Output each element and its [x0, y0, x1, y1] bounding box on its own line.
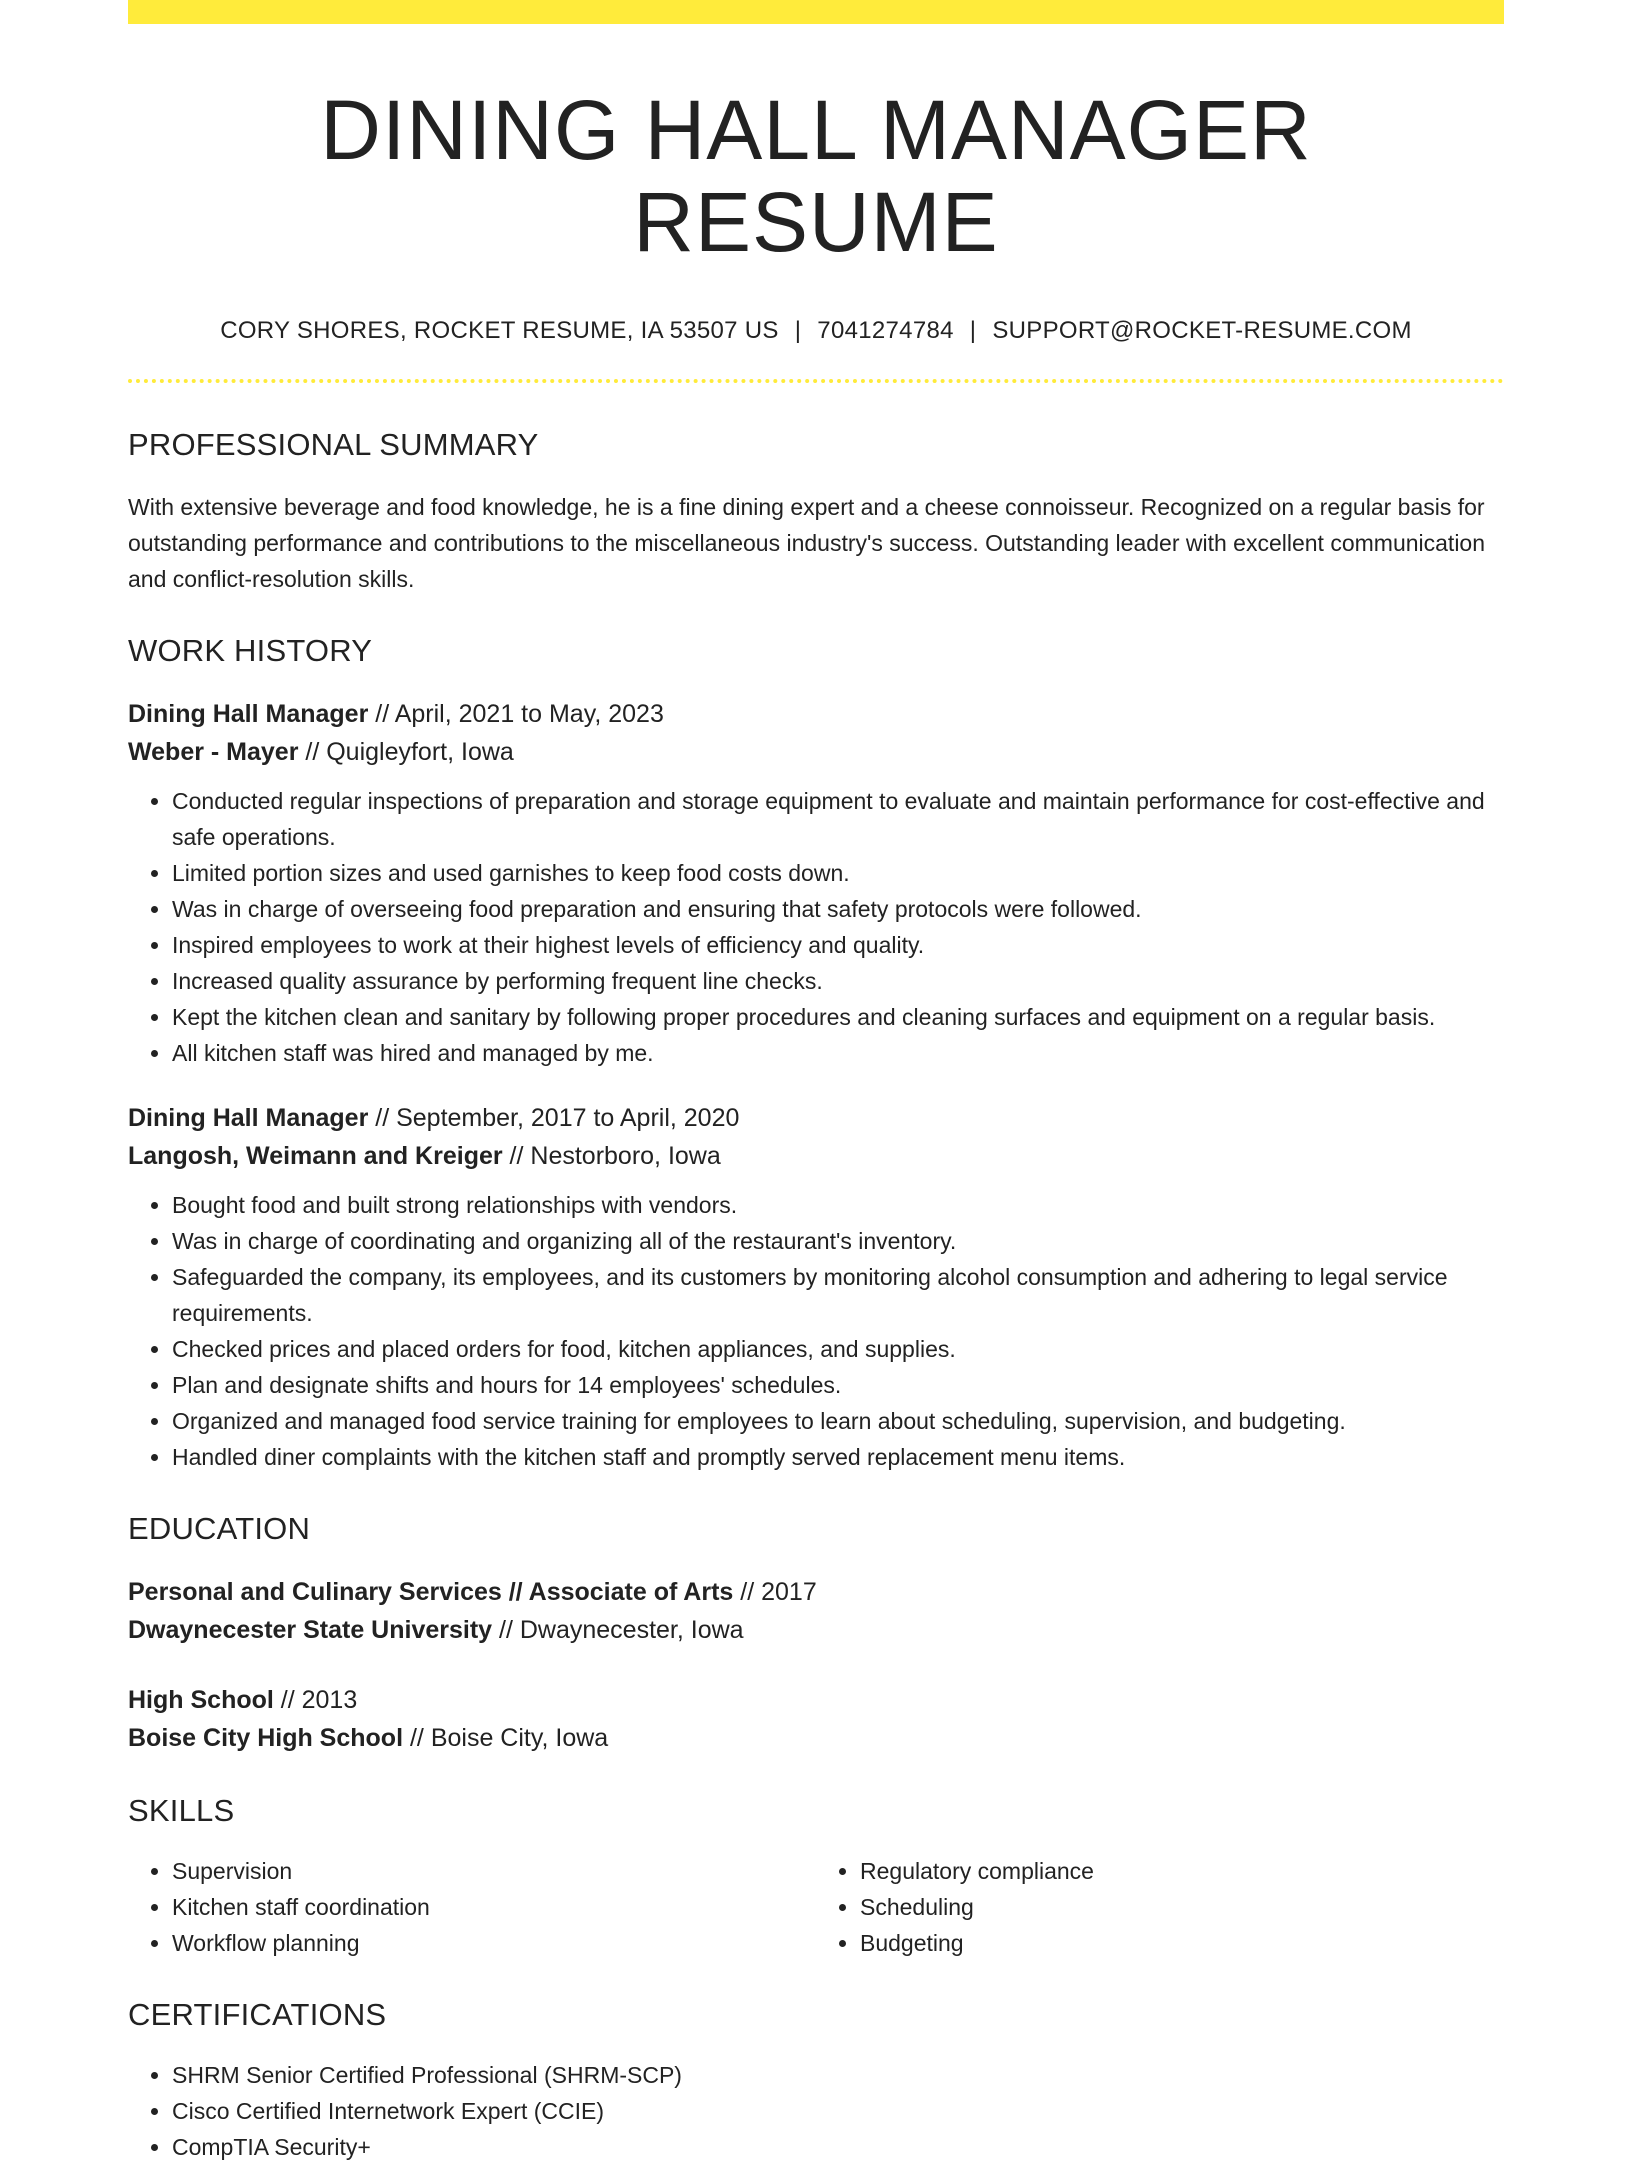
- list-item: • Limited portion sizes and used garnishes to keep food costs down.: [172, 855, 1504, 891]
- education-heading: EDUCATION: [128, 1510, 311, 1546]
- education-year: // 2013: [273, 1685, 358, 1714]
- job-company: Langosh, Weimann and Kreiger: [128, 1141, 503, 1170]
- skills-section: [128, 1793, 1504, 1961]
- list-item: • SHRM Senior Certified Professional (SHRM-SCP): [172, 2057, 1504, 2093]
- job-title: Dining Hall Manager: [128, 699, 369, 728]
- list-item: • Kept the kitchen clean and sanitary by following proper procedures and cleaning surfaces and equipment on a regular basis.: [172, 999, 1504, 1035]
- education-location: // Boise City, Iowa: [403, 1723, 609, 1752]
- contact-email: SUPPORT@ROCKET-RESUME.COM: [992, 316, 1412, 344]
- resume-page: [128, 0, 1504, 2165]
- certifications-section: [128, 1997, 1504, 2165]
- skills-heading: SKILLS: [128, 1792, 235, 1828]
- accent-top-bar: [128, 0, 1504, 24]
- education-school: Boise City High School: [128, 1723, 404, 1752]
- dotted-divider: [128, 379, 1504, 383]
- list-item: • Cisco Certified Internetwork Expert (CCIE): [172, 2093, 1504, 2129]
- job-company: Weber - Mayer: [128, 737, 299, 766]
- skills-columns: [128, 1853, 1504, 1961]
- job-header: [128, 695, 1504, 771]
- job-bullets: [128, 783, 1504, 1071]
- education-header: [128, 1573, 1504, 1649]
- list-item: • Scheduling: [860, 1889, 1504, 1925]
- work-history-section: [128, 633, 1504, 1475]
- education-section: [128, 1511, 1504, 1757]
- education-header: [128, 1681, 1504, 1757]
- list-item: • Workflow planning: [172, 1925, 816, 1961]
- list-item: • Was in charge of coordinating and organizing all of the restaurant's inventory.: [172, 1223, 1504, 1259]
- job-location: // Quigleyfort, Iowa: [298, 737, 514, 766]
- certifications-heading: CERTIFICATIONS: [128, 1996, 387, 2032]
- list-item: • Organized and managed food service training for employees to learn about scheduling, supervision, and budgeting.: [172, 1403, 1504, 1439]
- list-item: • Inspired employees to work at their highest levels of efficiency and quality.: [172, 927, 1504, 963]
- job-dates: // April, 2021 to May, 2023: [368, 699, 664, 728]
- contact-separator: |: [969, 316, 977, 344]
- skills-left-list: [128, 1853, 816, 1961]
- education-location: // Dwaynecester, Iowa: [492, 1615, 744, 1644]
- skills-right-list: [816, 1853, 1504, 1961]
- job-location: // Nestorboro, Iowa: [502, 1141, 721, 1170]
- education-entry: [128, 1573, 1504, 1649]
- job-title: Dining Hall Manager: [128, 1103, 369, 1132]
- job-entry: [128, 695, 1504, 1071]
- list-item: • Conducted regular inspections of preparation and storage equipment to evaluate and maintain performance for cost-effective and safe operations.: [172, 783, 1504, 855]
- certifications-list: [128, 2057, 1504, 2165]
- list-item: • Bought food and built strong relationships with vendors.: [172, 1187, 1504, 1223]
- list-item: • Safeguarded the company, its employees, and its customers by monitoring alcohol consumption and adhering to legal service requirements.: [172, 1259, 1504, 1331]
- list-item: • Plan and designate shifts and hours for 14 employees' schedules.: [172, 1367, 1504, 1403]
- summary-heading: PROFESSIONAL SUMMARY: [128, 426, 539, 462]
- contact-address: CORY SHORES, ROCKET RESUME, IA 53507 US: [220, 316, 779, 344]
- education-degree: Personal and Culinary Services // Associate of Arts: [128, 1577, 734, 1606]
- list-item: • CompTIA Security+: [172, 2129, 1504, 2165]
- list-item: • Handled diner complaints with the kitchen staff and promptly served replacement menu items.: [172, 1439, 1504, 1475]
- contact-line: [128, 317, 1504, 345]
- list-item: • Checked prices and placed orders for food, kitchen appliances, and supplies.: [172, 1331, 1504, 1367]
- list-item: • Budgeting: [860, 1925, 1504, 1961]
- summary-text: With extensive beverage and food knowledge, he is a fine dining expert and a cheese connoisseur. Recognized on a regular basis for outstanding performance and contributions to the miscellaneous industry's success. Outstanding leader with excellent communication and conflict-resolution skills.: [128, 493, 1486, 592]
- list-item: • Supervision: [172, 1853, 816, 1889]
- list-item: • Increased quality assurance by performing frequent line checks.: [172, 963, 1504, 999]
- list-item: • Regulatory compliance: [860, 1853, 1504, 1889]
- resume-title: DINING HALL MANAGER RESUME: [320, 83, 1312, 270]
- job-entry: [128, 1099, 1504, 1475]
- education-degree: High School: [128, 1685, 274, 1714]
- list-item: • All kitchen staff was hired and managed by me.: [172, 1035, 1504, 1071]
- contact-phone: 7041274784: [817, 316, 954, 344]
- job-bullets: [128, 1187, 1504, 1475]
- education-year: // 2017: [733, 1577, 817, 1606]
- job-dates: // September, 2017 to April, 2020: [368, 1103, 740, 1132]
- list-item: • Was in charge of overseeing food preparation and ensuring that safety protocols were followed.: [172, 891, 1504, 927]
- list-item: • Kitchen staff coordination: [172, 1889, 816, 1925]
- work-history-heading: WORK HISTORY: [128, 632, 373, 668]
- education-school: Dwaynecester State University: [128, 1615, 493, 1644]
- contact-separator: |: [794, 316, 802, 344]
- education-entry: [128, 1681, 1504, 1757]
- job-header: [128, 1099, 1504, 1175]
